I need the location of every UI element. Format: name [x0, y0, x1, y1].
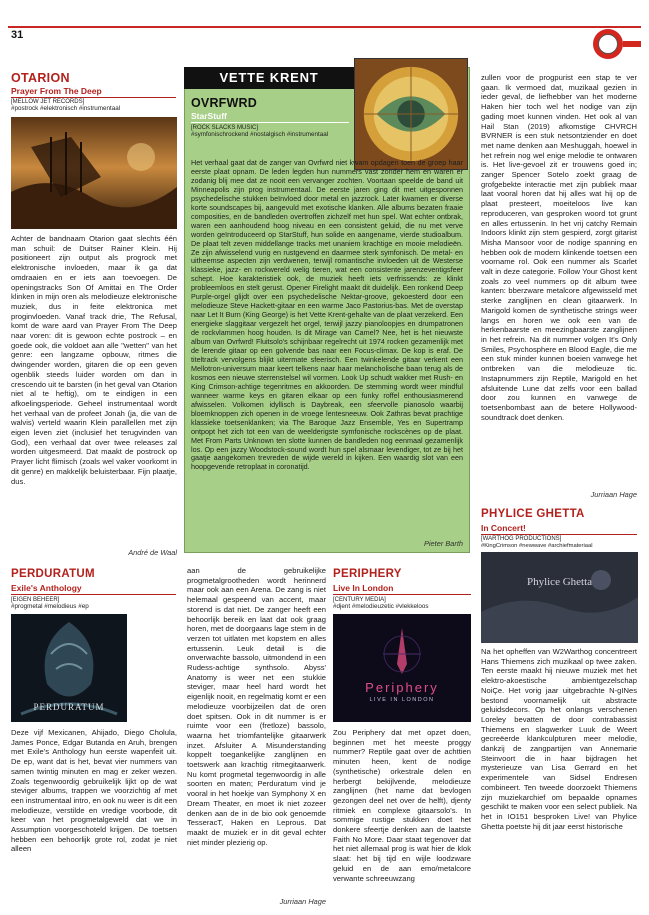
album-title: In Concert! — [481, 523, 637, 535]
cover-text: Phylice Ghetta — [526, 576, 593, 588]
author: Jurriaan Hage — [590, 490, 637, 499]
record-label: [WARTHOG PRODUCTIONS] — [481, 536, 562, 542]
album-title: Live In London — [333, 583, 471, 595]
band-name: OVRFWRD — [191, 96, 257, 110]
band-name: PERDURATUM — [11, 568, 95, 580]
hashtags: #symfonischrockend #nostalgisch #instrumentaal — [191, 131, 329, 138]
record-label: [CENTURY MEDIA] — [333, 597, 386, 603]
author: André de Waal — [128, 548, 177, 557]
band-name: PHYLICE GHETTA — [481, 508, 585, 520]
vette-krent-header: VETTE KRENT — [184, 67, 354, 89]
review-text: Na het opheffen van W2Warthog concentreert Hans Thiemens zich muzikaal op twee zaken. Ten eerste maakt hij nieuwe muziek met het elektro-akoestische ambientgezelschap NoiÇe. Het vorig jaar uitgebrachte N-gINes bestond voornamelijk uit abstracte geluidsdecors. Op het onlangs verschenen Loreley bevatten de door contrabassist Thiemens en slagwerker Luuk de Weert gecreëerde klankculpturen meer melodie, dankzij de zangpartijen van Annemarie Steinvoort die in haar bijdragen het mysterieuze van Lisa Gerrard en het experimentele van Sidsel Endresen combineert. Ten tweede doorzoekt Thiemens zijn muziekarchief om bepaalde opnames geschikt te maken voor een select publiek. Na het in IO151 besproken Live! van Phylice Ghetta poetste hij dit jaar eerst historische — [481, 647, 637, 831]
album-cover-ovrfwrd — [354, 58, 468, 170]
album-cover-perduratum — [11, 614, 127, 722]
record-label: [MELLOW JET RECORDS] — [11, 99, 85, 105]
author: Pieter Barth — [423, 539, 463, 548]
record-label: [EIGEN BEHEER] — [11, 597, 60, 603]
album-cover-phylice-ghetta — [481, 552, 638, 643]
review-text: Het verhaal gaat dat de zanger van Ovrfwrd niet kwam opdagen toen de groep haar eerste plaat opnam. De leden legden hun nummers vast zonder hem en waren er zodanig blij mee dat ze nooit een vervanger zochten. Voortaan speelde de band uit Minneapolis zijn prog instrumentaal. De eerste jaren ging dit met uitgesponnen psychedelische stukken beïnvloed door metal en jazzrock. Later kwamen er diverse korte soundscapes bij, aangevuld met exotische klanken. Alle albums bezaten fraaie composities, en de bandleden overtroffen zichzelf met hun spel. Wat echter ontbrak, waren een aanhoudend hoog niveau en een consistent geluid, die nu met verve worden geïntroduceerd op StarStuff, hun solide en aangename, vierde studioalbum. De plaat telt zeven middellange tracks met unaniem krachtige en mooie melodieën. Ze zijn afwisselend vurig en rustgevend en daarmee sterk symfonisch. De metal- en uitheemse aspecten zijn verdwenen, terwijl romantische invloeden uit de Westerse klassieke, jazz- en rockwereld welig tieren, wat een consistente jarenzeventigsfeer schept. Hoe karakteristiek ook, de muziek heeft iets verfrissends: ze klinkt probleemloos en stelt gerust. Opener Firelight maakt dit duidelijk. Een ronkend Deep Purple-orgel glijdt over een psychedelische Nektar-groove, gekoesterd door een melodieuze Steve Hackett-gitaar en een warme Jaco Pastorius-bas. Met de overstap naar Let It Burn (King George) is het Vette Krent-gehalte van de plaat verzekerd. Een energieke slaggitaar vergezelt het orgel, terwijl jazzy pianoloopjes en drumpatronen de rockvlammen hoog houden. Is dit Mirage van Camel? Nee, het is het nieuwste album van Ovrfwrd! Fluitsolo's schijnbaar regelrecht uit 1974 rocken gezamenlijk met de lerende gitaar op een golvende bas naar een Focus-climax. De kop is eraf. De titeltrack vervolgens blijkt uitermate sfeerisch. Een twinkelende gitaar verkent een Mellotron-universum maar keert telkens naar haar melancholische baan terug als de kosmos een nieuwe sterrenstelsel wil vormen. Look Up schudt wakker met Rush- en King Crimson-achtige tegenritmes en akkoorden. De stemming wordt weer mindful wanneer warme keys en gitaren elkaar op een funky roffel enthousiasmerend afwisselen. Volkomen idyllisch is Daybreak, een sfeervolle pianosolo waarbij bloemknoppen zich openen in de vroege lentesneeuw. Ook Zathras bevat prachtige klassieke toetsenklanken; via The Baroque Jazz Ensemble, Yes en Supertramp ontpopt het zich tot een van de weelderigste symfonische rockscènes op de plaat. Met From Parts Unknown ten slotte kunnen de bandleden nog eenmaal gezamenlijk los. Op een jazzy Woodstock-sound wordt hun spel alsmaar levendiger, tot ze bij het gaatje aangekomen trevreden de wijde wereld in kijken. Een waardig slot van een hoopgevende retroplaat in coronatijd. — [191, 158, 463, 472]
review-text: Zou Periphery dat met opzet doen, beginnen met het meeste proggy nummer? Reptile gaat over de achttien minuten heen, kent de nodige (synthetische) orkestrale delen en herbergt bekijlvende, melodieuze zanglijnen (het name dat bevlogen gezongen deel net over de helft), djenty ritmiek en complexe gitaarsolo's. In sommige rustige stukken doet het donkere sfeertje denken aan de laatste Faith No More. Daar staat tegenover dat het niet allemaal prog is wat hier de klok slaat: het bij tijd en wijle loodzware geluid en de aan emo/metalcore verwante schreeuwzang — [333, 728, 471, 883]
logo-ring — [598, 34, 618, 54]
top-rule — [8, 26, 641, 28]
cover-subtext: LIVE IN LONDON — [369, 697, 435, 703]
author: Jurriaan Hage — [279, 897, 326, 906]
record-label: [ROCK SLACKS MUSIC] — [191, 125, 259, 131]
review-text-continued: aan de gebruikelijke progmetalgrootheden wordt herinnerd maar ook aan een Arena. De zang is niet helemaal gespeend van accent, maar storend is dat niet. De zanger heeft een behoorlijk bereik en laat dat ook graag horen, met de doorgaans lage stem in de verzen tot uitlaten met kopstem en alles ertussenin. Leuk detail is die onverwachte bassolo, uitmondend in een Rudess-achtige synthsolo. Abyss' Anatomy is weer net een stukkie steviger, maar heel hard wordt het eigenlijk nooit, en regelmatig komt er een melodieuze voorbijzeilen dat de oren doet spitsen. Ook in dit nummer is er ruimte voor een (fretloze) bassolo, waarna het triomfantelijke gitaarwerk inzet. Afsluiter A Misunderstanding koppelt toegankelijke zanglijnen en toetswerk aan krachtig ritmegitaarwerk. Nu komt progmetal tegenwoordig in alle soorten en maten; Perduratum vind je vooral in het hoekje van Symphony X en Dream Theater, en moet ik niet zozeer denken aan de in de bio ook genoemde TesseracT, Haken en Leprous. Dat maakt de muziek er in dit geval echter niet minder plezierig op. — [187, 566, 326, 847]
hashtags: #KingCrimson #newwave #archiefmateriaal — [481, 543, 593, 549]
page-number: 31 — [11, 29, 24, 41]
review-text: Deze vijf Mexicanen, Ahijado, Diego Cholula, James Ponce, Edgar Butanda en Aruh, brengen met Exile's Anthology hun eerste wapenfeit uit. De ep, want dat is het, bevat vier nummers van samen twintig minuten en mag er zeker wezen. Zoals tegenwoordig gebruikelijk lijkt op de wat steviger albums, trappen we voorzichtig af met een instrumentaal intro, en ook nu weer is dit een melodieuze, verstilde en vredige voorbode, dit keer van het progmetalgeweld dat we in Assumption voorgeschoteld krijgen. De toetsen hebben een behoorlijk grote rol, zodat je niet alleen — [11, 728, 177, 854]
album-title: Prayer From The Deep — [11, 86, 176, 98]
cover-text: Periphery — [365, 680, 439, 695]
hashtags: #postrock #elektronisch #instrumentaal — [11, 105, 121, 112]
cover-text: PERDURATUM — [33, 702, 105, 712]
review-text: Achter de bandnaam Otarion gaat slechts één man schuil: de Duitser Rainer Klein. Hij positioneert zijn output als progrock met elektronische invloeden, maar ik ga dat omdraaien en er iets aan toevoegen. De openingstracks Son Of Amittai en The Order klinken in mijn oren als melodieuze elektronische muziek, dus in feite elektronica met proginvloeden. Vanaf track drie, The Refusal, komt de ware aard van Prayer From The Deep naar voren: dit is gewoon echte postrock – en goede ook, die voldoet aan alle "wetten" van het genre: een langzame opbouw, ritmes die dwingender worden, gitaren die op een geven ogenblik steeds luider worden om dan in crescendo uit te barsten (in het geval van Otarion niet al te heftig), om te eindigen in een afkoelingsperiode. Geheel instrumentaal wordt het verhaal van de profeet Jonah (ja, die van de walvis) verteld waarin Klein parallellen met zijn eigen leven ziet (inclusief het terugvinden van God), een verhaal dat over twee releases zal worden uitgesmeerd. Dat maakt de postrock op Prayer licht flimisch (zoals wel vaker voorkomt in dit genre) en makkelijk beluisterbaar. Fijn plaatje, dus. — [11, 234, 177, 486]
logo-bar — [623, 41, 641, 47]
album-cover-periphery — [333, 614, 471, 722]
hashtags: #progmetal #melodieus #ep — [11, 603, 89, 610]
album-title: Exile's Anthology — [11, 583, 176, 595]
album-cover-otarion — [11, 117, 177, 229]
band-name: PERIPHERY — [333, 568, 402, 580]
band-name: OTARION — [11, 71, 70, 85]
album-title: StarStuff — [191, 111, 349, 123]
review-text-continued: zullen voor de progpurist een stap te ver gaan. Ik vermoed dat, muzikaal gezien in ieder geval, de liefhebber van het moderne Haken hier toch wel het nodige van zijn gading moet kunnen vinden. Het ook al van Hail Stan (2019) afkomstige CHVRCH BVRNER is een stuk netsontziender en doet met name denken aan Meshuggah, hoewel in het refrein nog wel enige melodie te ontwaren is. Het live-gevoel zit er trouwens goed in; zanger Spencer Sotelo zoekt graag de grofgebekte interactie met zijn publiek maar laat vooral horen dat hij alles wat hij op de plaat presteert, moeiteloos live kan reproduceren, van gesproken woord tot grunt en alles ertussenin. In het vrij catchy Remain Indoors klinkt zijn stem gespierd, zorgt gitarist Misha Mansoor voor de nodige spanning en hebben ook de modern klinkende toetsen een voorname rol. Ook een nummer als Scarlet valt in deze categorie. Follow Your Ghost kent zoals zo veel nummers op dit album twee kanten: bberzware metalcore afgewisseld met sterke zanglijnen en clean gitaarwerk. In Marigold komen de synthetische strings weer langs en horen we ook een van de herkenbaarste en meezingbaarste zanglijnen in het refrein. Na dit nummer volgen It's Only Smiles, Psychosphere en Blood Eagle, die me een stuk minder kunnen boeien vanwege het ontbreken van die melodieuze tic. Instapnummers zijn Reptile, Marigold en het afsluitende Lune dat zelfs voor een ballad door zou kunnen en vanwege de toetsenbombast aan de betere Hollywood-soundtrack doet denken. — [481, 73, 637, 422]
hashtags: #djent #melodieuzetic #vlekkeloos — [333, 603, 429, 610]
